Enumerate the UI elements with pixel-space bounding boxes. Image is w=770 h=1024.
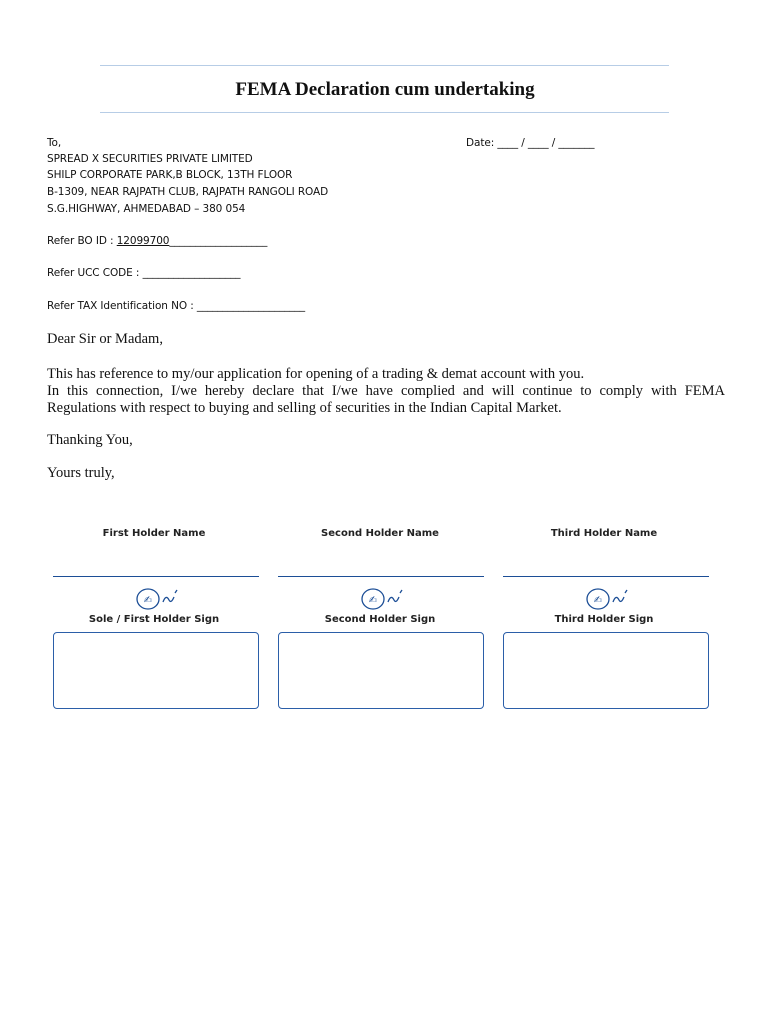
svg-text:✍: ✍ <box>143 595 153 606</box>
signature-emblem-icon <box>130 587 188 611</box>
address-to: To, <box>47 137 62 149</box>
first-holder-name-label: First Holder Name <box>102 528 206 539</box>
title-bottom-rule <box>100 112 669 113</box>
first-holder-name-line[interactable] <box>53 576 259 577</box>
second-holder-sign-label: Second Holder Sign <box>324 614 436 625</box>
first-holder-sign-box[interactable] <box>53 632 259 709</box>
third-holder-sign-label: Third Holder Sign <box>554 614 654 625</box>
signature-emblem-icon <box>580 587 638 611</box>
refer-bo-label: Refer BO ID : <box>47 235 117 247</box>
refer-bo-id[interactable] <box>47 233 267 250</box>
second-holder-name-label: Second Holder Name <box>321 528 439 539</box>
declaration-body <box>47 366 725 417</box>
refer-tax-id[interactable]: Refer TAX Identification NO : _____________________ <box>47 300 306 312</box>
address-line-2: B-1309, NEAR RAJPATH CLUB, RAJPATH RANGOLI ROAD <box>47 186 329 198</box>
refer-bo-value: 12099700 <box>116 235 170 247</box>
second-holder-sign-box[interactable] <box>278 632 484 709</box>
body-line-3: Regulations with respect to buying and selling of securities in the Indian Capital Market. <box>47 400 562 416</box>
third-holder-name-line[interactable] <box>503 576 709 577</box>
svg-text:✍: ✍ <box>368 595 378 606</box>
refer-ucc-code[interactable]: Refer UCC CODE : ___________________ <box>47 267 241 279</box>
body-line-2: In this connection, I/we hereby declare that I/we have complied and will continue to comply with FEMA <box>47 383 725 399</box>
body-line-1: This has reference to my/our application for opening of a trading & demat account with you. <box>47 366 585 382</box>
address-line-1: SHILP CORPORATE PARK,B BLOCK, 13TH FLOOR <box>47 169 293 181</box>
second-holder-name-line[interactable] <box>278 576 484 577</box>
svg-text:✍: ✍ <box>593 595 603 606</box>
salutation: Dear Sir or Madam, <box>47 331 163 347</box>
closing-thanks: Thanking You, <box>47 432 133 448</box>
refer-bo-blank: ___________________ <box>169 235 268 247</box>
title-top-rule <box>100 65 669 66</box>
address-company: SPREAD X SECURITIES PRIVATE LIMITED <box>47 153 253 165</box>
signature-emblem-icon <box>355 587 413 611</box>
page-title: FEMA Declaration cum undertaking <box>235 79 535 100</box>
closing-yours: Yours truly, <box>47 465 115 481</box>
address-line-3: S.G.HIGHWAY, AHMEDABAD – 380 054 <box>47 203 246 215</box>
date-field[interactable]: Date: ____ / ____ / _______ <box>466 137 595 149</box>
third-holder-sign-box[interactable] <box>503 632 709 709</box>
first-holder-sign-label: Sole / First Holder Sign <box>88 614 220 625</box>
third-holder-name-label: Third Holder Name <box>550 528 658 539</box>
